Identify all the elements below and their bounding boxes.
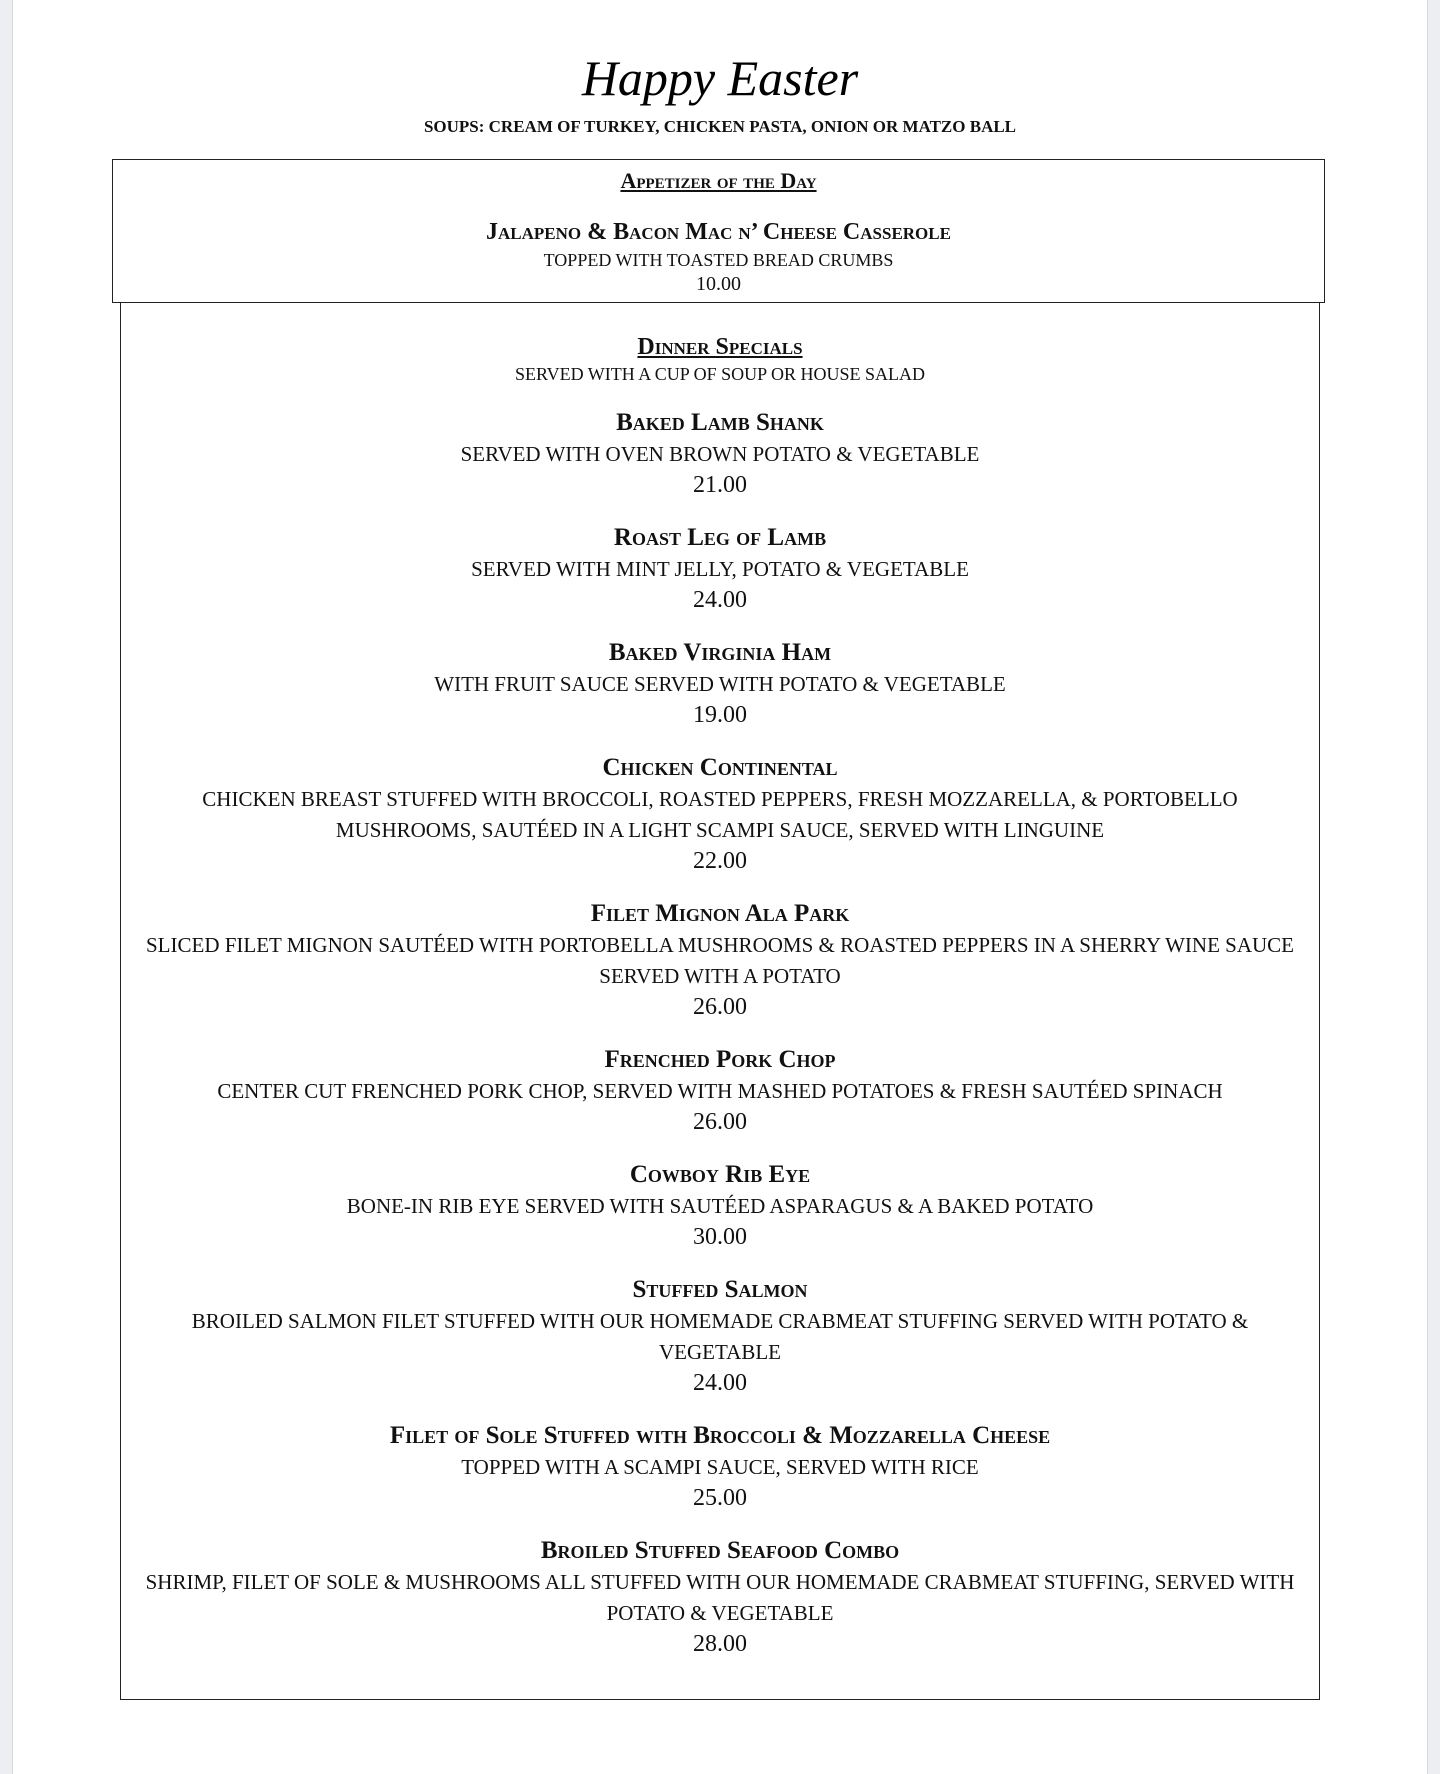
left-margin-bar xyxy=(0,0,12,1774)
menu-item-name: Roast Leg of Lamb xyxy=(613,524,827,551)
menu-item-price: 25.00 xyxy=(693,1485,747,1511)
menu-item-name: Baked Lamb Shank xyxy=(616,409,824,436)
menu-item xyxy=(121,1273,1319,1399)
left-margin-line xyxy=(12,0,13,1774)
menu-item-price: 28.00 xyxy=(693,1631,747,1657)
appetizer-name: Jalapeno & Bacon Mac n’ Cheese Casserole xyxy=(486,219,951,245)
menu-item-description: SERVED WITH MINT JELLY, POTATO & VEGETABLE xyxy=(471,557,969,581)
menu-item-name: Baked Virginia Ham xyxy=(608,639,832,666)
right-margin-bar xyxy=(1428,0,1440,1774)
menu-item-description: CENTER CUT FRENCHED PORK CHOP, SERVED WITH MASHED POTATOES & FRESH SAUTÉED SPINACH xyxy=(217,1079,1223,1103)
menu-item-description: SERVED WITH OVEN BROWN POTATO & VEGETABLE xyxy=(460,442,980,466)
menu-item-name: Filet Mignon Ala Park xyxy=(590,900,850,927)
menu-item-price: 24.00 xyxy=(693,1370,747,1396)
menu-item-name: Broiled Stuffed Seafood Combo xyxy=(540,1537,900,1564)
dinner-specials-subheading: SERVED WITH A CUP OF SOUP OR HOUSE SALAD xyxy=(515,364,925,384)
dinner-specials-heading: Dinner Specials xyxy=(637,334,803,360)
menu-item-description: SLICED FILET MIGNON SAUTÉED WITH PORTOBELLA MUSHROOMS & ROASTED PEPPERS IN A SHERRY WINE SAUCE SERVED WITH A POTATO xyxy=(145,933,1294,988)
menu-item xyxy=(121,897,1319,1023)
appetizer-description: TOPPED WITH TOASTED BREAD CRUMBS xyxy=(543,250,894,270)
appetizer-price: 10.00 xyxy=(696,273,741,295)
appetizer-heading: Appetizer of the Day xyxy=(620,168,817,193)
menu-item-price: 30.00 xyxy=(693,1224,747,1250)
menu-item xyxy=(121,1534,1319,1660)
menu-item-description: BONE-IN RIB EYE SERVED WITH SAUTÉED ASPARAGUS & A BAKED POTATO xyxy=(346,1194,1094,1218)
menu-item xyxy=(121,1419,1319,1514)
appetizer-box xyxy=(112,159,1325,303)
menu-item xyxy=(121,751,1319,877)
menu-item-description: WITH FRUIT SAUCE SERVED WITH POTATO & VEGETABLE xyxy=(434,672,1006,696)
menu-item-price: 24.00 xyxy=(693,587,747,613)
menu-item-description: TOPPED WITH A SCAMPI SAUCE, SERVED WITH RICE xyxy=(461,1455,979,1479)
menu-item-price: 22.00 xyxy=(693,848,747,874)
menu-item xyxy=(121,636,1319,731)
menu-item-description: CHICKEN BREAST STUFFED WITH BROCCOLI, ROASTED PEPPERS, FRESH MOZZARELLA, & PORTOBELLO MUSHROOMS, SAUTÉED IN A LIGHT SCAMPI SAUCE, SERVED WITH LINGUINE xyxy=(202,787,1238,842)
menu-item-description: BROILED SALMON FILET STUFFED WITH OUR HOMEMADE CRABMEAT STUFFING SERVED WITH POTATO & VEGETABLE xyxy=(191,1309,1249,1364)
menu-item-description: SHRIMP, FILET OF SOLE & MUSHROOMS ALL STUFFED WITH OUR HOMEMADE CRABMEAT STUFFING, SERVED WITH POTATO & VEGETABLE xyxy=(145,1570,1295,1625)
menu-item xyxy=(121,1158,1319,1253)
menu-item-name: Filet of Sole Stuffed with Broccoli & Mozzarella Cheese xyxy=(389,1422,1051,1449)
menu-title: Happy Easter xyxy=(581,50,859,106)
menu-item xyxy=(121,406,1319,501)
menu-item-price: 26.00 xyxy=(693,994,747,1020)
menu-item-price: 21.00 xyxy=(693,472,747,498)
menu-item-name: Cowboy Rib Eye xyxy=(629,1161,811,1188)
soups-line: SOUPS: CREAM OF TURKEY, CHICKEN PASTA, ONION OR MATZO BALL xyxy=(423,117,1017,136)
menu-item-name: Stuffed Salmon xyxy=(632,1276,808,1303)
right-margin-line xyxy=(1427,0,1428,1774)
dinner-specials-box xyxy=(120,302,1320,1700)
menu-item-price: 19.00 xyxy=(693,702,747,728)
menu-item-name: Chicken Continental xyxy=(602,754,838,781)
menu-item xyxy=(121,521,1319,616)
menu-item xyxy=(121,1043,1319,1138)
menu-item-name: Frenched Pork Chop xyxy=(604,1046,836,1073)
menu-item-price: 26.00 xyxy=(693,1109,747,1135)
